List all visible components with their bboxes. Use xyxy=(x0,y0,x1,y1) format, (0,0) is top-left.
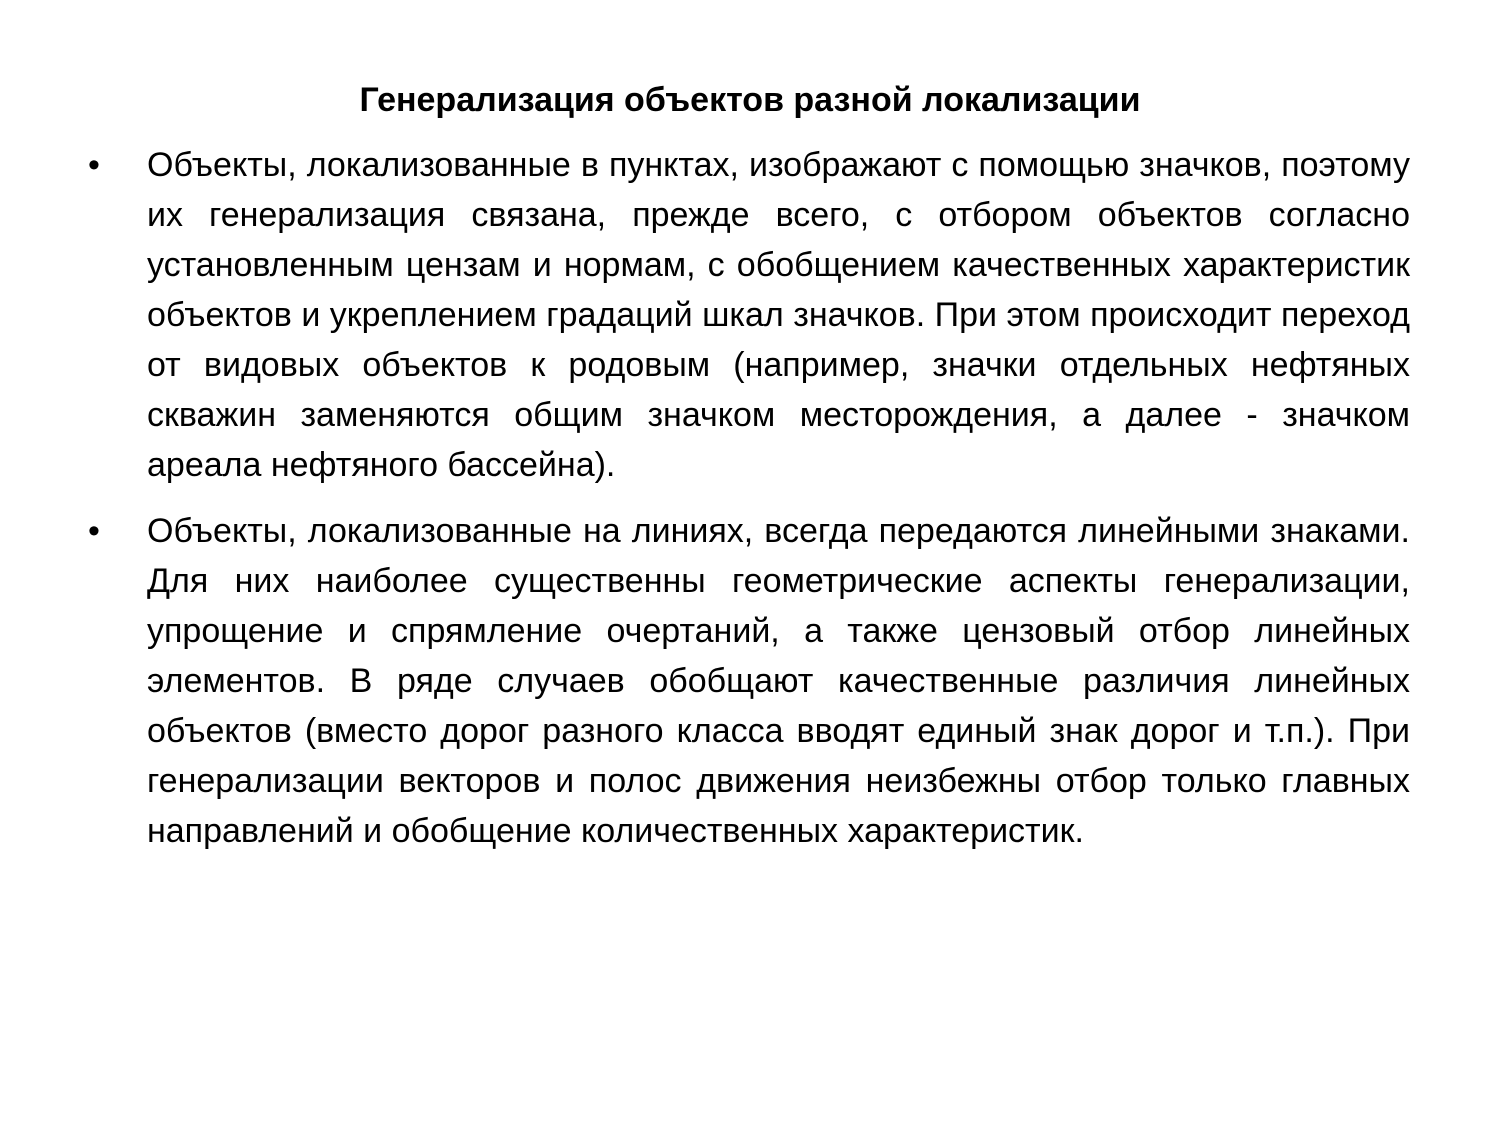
bullet-dot-icon: • xyxy=(88,146,100,184)
bullet-text: Объекты, локализованные на линиях, всегда передаются линейными знаками. Для них наиболее существенны геометрические аспекты генерализации, упрощение и спрямление очертаний, а также цензовый отбор линейных элементов. В ряде случаев обобщают качественные различия линейных объектов (вместо дорог разного класса вводят единый знак дорог и т.п.). При генерализации векторов и полос движения неизбежны отбор только главных направлений и обобщение количественных характеристик. xyxy=(147,512,1410,850)
bullet-item-point-objects xyxy=(88,140,1410,490)
bullet-item-line-objects xyxy=(88,506,1410,856)
slide-title: Генерализация объектов разной локализации xyxy=(359,81,1141,119)
bullet-dot-icon: • xyxy=(88,512,100,550)
bullet-text: Объекты, локализованные в пунктах, изображают с помощью значков, поэтому их генерализация связана, прежде всего, с отбором объектов согласно установленным цензам и нормам, с обобщением качественных характеристик объектов и укреплением градаций шкал значков. При этом происходит переход от видовых объектов к родовым (например, значки отдельных нефтяных скважин заменяются общим значком месторождения, а далее - значком ареала нефтяного бассейна). xyxy=(147,146,1410,484)
bullet-list xyxy=(88,140,1410,872)
